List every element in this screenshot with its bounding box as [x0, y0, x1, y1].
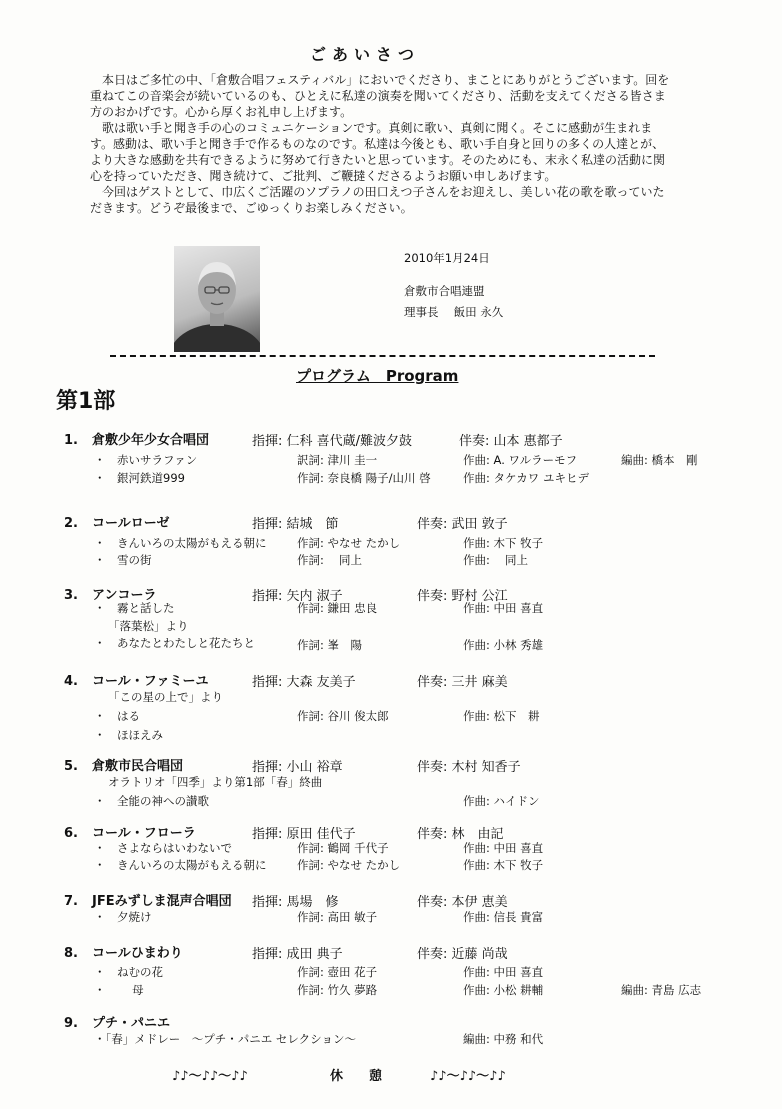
- song-arranger: 編曲: 青島 広志: [621, 983, 702, 997]
- song-source: 「この星の上で」より: [108, 690, 223, 704]
- choir-name: コールローゼ: [92, 516, 170, 531]
- song-title: ・ 赤いサラファン: [94, 453, 198, 467]
- accompanist: 伴奏: 近藤 尚哉: [417, 947, 508, 962]
- song-title: ・ あなたとわたしと花たちと: [94, 636, 255, 650]
- conductor: 指揮: 結城 節: [252, 517, 339, 532]
- conductor: 指揮: 馬場 修: [252, 895, 339, 910]
- song-title: ・ 銀河鉄道999: [94, 471, 185, 485]
- choir-5: [64, 755, 183, 774]
- song-composer: 作曲: 中田 喜直: [463, 965, 544, 979]
- song-lyricist: 作詞: 谷川 俊太郎: [297, 709, 389, 723]
- song-lyricist: 作詞: 奈良橋 陽子/山川 啓: [297, 471, 431, 485]
- greeting-org: 倉敷市合唱連盟: [404, 284, 485, 298]
- song-composer: 作曲: 中田 喜直: [463, 601, 544, 615]
- greeting-date: 2010年1月24日: [404, 251, 490, 265]
- song-composer: 作曲: A. ワルラーモフ: [463, 453, 578, 467]
- song-title: ・ ねむの花: [94, 965, 163, 979]
- choir-6: [64, 822, 196, 841]
- song-lyricist: 作詞: 高田 敏子: [297, 910, 378, 924]
- conductor: 指揮: 原田 佳代子: [252, 827, 356, 842]
- choir-8: [64, 942, 183, 961]
- song-composer: 作曲: ハイドン: [463, 794, 540, 808]
- choir-number: 4.: [64, 674, 78, 689]
- choir-number: 6.: [64, 826, 78, 841]
- choir-4: [64, 670, 208, 689]
- accompanist: 伴奏: 野村 公江: [417, 589, 508, 604]
- song-title: ・「春」メドレー ～プチ・パニエ セレクション～: [94, 1032, 356, 1046]
- song-title: ・ 雪の街: [94, 553, 152, 567]
- song-title: ・ 全能の神への讃歌: [94, 794, 209, 808]
- conductor: 指揮: 小山 裕章: [252, 760, 343, 775]
- conductor: 指揮: 大森 友美子: [252, 675, 356, 690]
- song-source: オラトリオ「四季」より第1部「春」終曲: [108, 775, 323, 789]
- greeting-title: ごあいさつ: [310, 45, 421, 64]
- choir-name: コール・フローラ: [92, 826, 196, 841]
- choir-name: JFEみずしま混声合唱団: [92, 894, 232, 909]
- song-composer: 作曲: 同上: [463, 553, 529, 567]
- accompanist: 伴奏: 木村 知香子: [417, 760, 521, 775]
- song-composer: 作曲: 松下 耕: [463, 709, 540, 723]
- song-title: ・ はる: [94, 709, 140, 723]
- greeting-body: [90, 72, 670, 216]
- accompanist: 伴奏: 本伊 恵美: [417, 895, 508, 910]
- song-title: ・ ほほえみ: [94, 728, 163, 742]
- greeting-paragraph: 歌は歌い手と聞き手の心のコミュニケーションです。真剣に歌い、真剣に聞く。そこに感動が生まれます。感動は、歌い手と聞き手で作るものなのです。私達は今後とも、歌い手自身と回りの多くの人達とが、より大きな感動を共有できるように努めて行きたいと思っています。そのためにも、末永く私達の活動に関心を持っていただき、聞き続けて、ご批判、ご鞭撻くださるようお願い申しあげます。: [90, 121, 666, 183]
- song-composer: 作曲: 信長 貴富: [463, 910, 544, 924]
- song-lyricist: 作詞: 竹久 夢路: [297, 983, 378, 997]
- song-lyricist: 作詞: 鶴岡 千代子: [297, 841, 389, 855]
- song-composer: 作曲: 木下 牧子: [463, 536, 544, 550]
- part-title: 第1部: [56, 389, 116, 414]
- conductor: 指揮: 矢内 淑子: [252, 589, 343, 604]
- song-title: ・ きんいろの太陽がもえる朝に: [94, 536, 267, 550]
- song-lyricist: 作詞: 峯 陽: [297, 638, 363, 652]
- song-composer: 作曲: 小林 秀雄: [463, 638, 544, 652]
- song-lyricist: 作詞: 鎌田 忠良: [297, 601, 378, 615]
- choir-number: 7.: [64, 894, 78, 909]
- choir-name: コールひまわり: [92, 946, 183, 961]
- accompanist: 伴奏: 山本 惠都子: [459, 434, 563, 449]
- choir-name: アンコーラ: [92, 588, 157, 603]
- choir-name: 倉敷市民合唱団: [92, 759, 184, 774]
- song-lyricist: 作詞: 壺田 花子: [297, 965, 378, 979]
- choir-number: 2.: [64, 516, 78, 531]
- accompanist: 伴奏: 林 由記: [417, 827, 504, 842]
- greeting-paragraph: 本日はご多忙の中、「倉敷合唱フェスティバル」においでくださり、まことにありがとうございます。回を重ねてこの音楽会が続いているのも、ひとえに私達の演奏を聞いてくださり、活動を支えてくださる皆さま方のおかげです。心から厚くお礼申し上げます。: [90, 73, 670, 119]
- song-title: ・ 母: [94, 983, 144, 997]
- song-lyricist: 作詞: 同上: [297, 553, 363, 567]
- choir-name: 倉敷少年少女合唱団: [92, 433, 210, 448]
- song-arranger: 編曲: 橋本 剛: [621, 453, 698, 467]
- chairman-photo: [174, 246, 260, 352]
- song-title: ・ さよならはいわないで: [94, 841, 232, 855]
- greeting-signer: 理事長 飯田 永久: [404, 305, 504, 319]
- choir-7: [64, 890, 232, 909]
- choir-2: [64, 512, 169, 531]
- song-title: ・ 夕焼け: [94, 910, 152, 924]
- accompanist: 伴奏: 武田 敦子: [417, 517, 508, 532]
- song-lyricist: 作詞: やなせ たかし: [297, 536, 401, 550]
- song-lyricist: 作詞: やなせ たかし: [297, 858, 401, 872]
- intermission-notes-left: ♪♪～♪♪～♪♪: [172, 1069, 248, 1084]
- song-composer: 作曲: 木下 牧子: [463, 858, 544, 872]
- choir-name: コール・ファミーユ: [92, 674, 209, 689]
- song-composer: 作曲: タケカワ ユキヒデ: [463, 471, 589, 485]
- greeting-paragraph: 今回はゲストとして、巾広くご活躍のソプラノの田口えつ子さんをお迎えし、美しい花の歌を歌っていただきます。どうぞ最後まで、ごゆっくりお楽しみください。: [90, 185, 665, 215]
- choir-number: 5.: [64, 759, 78, 774]
- portrait-image: [174, 246, 260, 352]
- choir-number: 9.: [64, 1016, 78, 1031]
- song-arranger: 編曲: 中務 和代: [463, 1032, 544, 1046]
- choir-1: [64, 429, 209, 448]
- choir-number: 3.: [64, 588, 78, 603]
- song-title: ・ 霧と話した: [94, 601, 175, 615]
- conductor: 指揮: 仁科 喜代蔵/難波夕鼓: [252, 434, 413, 449]
- program-heading: プログラム Program: [296, 367, 459, 385]
- divider: [110, 355, 655, 357]
- intermission-notes-right: ♪♪～♪♪～♪♪: [430, 1069, 506, 1084]
- choir-9: [64, 1012, 170, 1031]
- intermission-label: 休 憩: [330, 1069, 383, 1084]
- song-composer: 作曲: 中田 喜直: [463, 841, 544, 855]
- choir-name: プチ・パニエ: [92, 1016, 171, 1031]
- song-title: ・ きんいろの太陽がもえる朝に: [94, 858, 267, 872]
- choir-number: 1.: [64, 433, 78, 448]
- accompanist: 伴奏: 三井 麻美: [417, 675, 508, 690]
- song-source: 「落葉松」より: [108, 619, 189, 633]
- choir-number: 8.: [64, 946, 78, 961]
- conductor: 指揮: 成田 典子: [252, 947, 343, 962]
- song-composer: 作曲: 小松 耕輔: [463, 983, 544, 997]
- song-lyricist: 訳詞: 津川 圭一: [297, 453, 378, 467]
